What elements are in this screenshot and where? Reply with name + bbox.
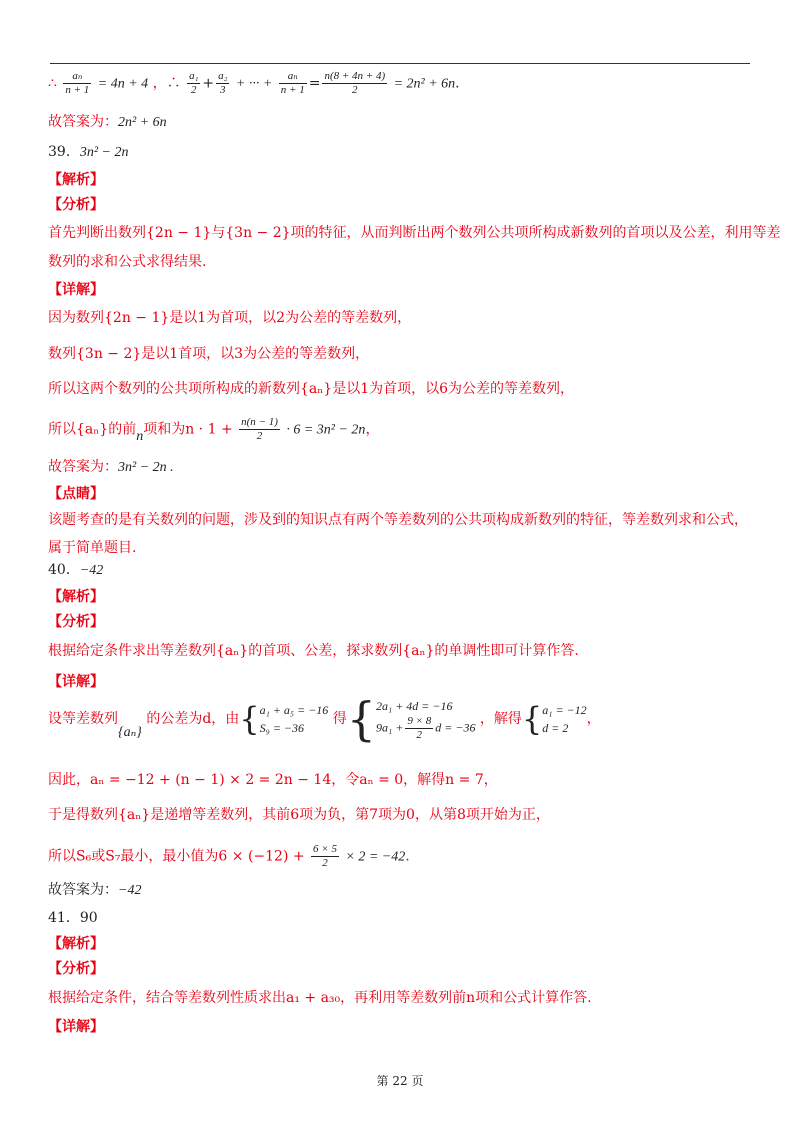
left-brace: {	[521, 700, 543, 738]
question-40: 40．−42	[48, 562, 104, 578]
section-xiangjie-40: 【详解】	[48, 674, 104, 690]
equation-system-1: a₁ + a₅ = −16 S₉ = −36	[259, 703, 329, 735]
therefore-symbol: ∴	[48, 75, 57, 92]
section-fenxi-39: 【分析】	[48, 197, 104, 213]
analysis-39-line2: 数列的求和公式求得结果.	[48, 254, 207, 270]
detail-40-line4: 所以S₆或S₇最小，最小值为6 × (−12) + $\frac{6 \times 5}{2}$ × 2 = −42.	[48, 843, 410, 869]
section-fenxi-41: 【分析】	[48, 961, 104, 977]
fraction: $\frac{n(8 + 4n + 4)}{2}$	[324, 70, 386, 96]
analysis-40-line1: 根据给定条件求出等差数列{aₙ}的首项、公差，探求数列{aₙ}的单调性即可计算作答.	[48, 643, 579, 659]
equation-system-2: 2a₁ + 4d = −16 9a₁ + $\frac{9 \times 8}{2}$ d = −36	[376, 698, 476, 741]
detail-39-line3: 所以这两个数列的公共项所构成的新数列{aₙ}是以1为首项，以6为公差的等差数列，	[48, 381, 575, 397]
fraction: $\frac{9 \times 8}{2}$	[407, 714, 432, 741]
left-brace: {	[346, 692, 377, 746]
detail-40-line2: 因此，aₙ = −12 + (n − 1) × 2 = 2n − 14，令aₙ = 0，解得n = 7，	[48, 772, 498, 788]
comment-39-line2: 属于简单题目.	[48, 540, 137, 556]
detail-39-line2: 数列{3n − 2}是以1首项，以3为公差的等差数列，	[48, 346, 370, 362]
answer-40: 故答案为：−42	[48, 882, 142, 898]
section-jiexi-41: 【解析】	[48, 936, 104, 952]
analysis-39-line1: 首先判断出数列{2n − 1}与{3n − 2}项的特征，从而判断出两个数列公共项所构成新数列的首项以及公差，利用等差	[48, 225, 781, 241]
question-39: 39．3n² − 2n	[48, 144, 129, 160]
detail-39-line1: 因为数列{2n − 1}是以1为首项，以2为公差的等差数列，	[48, 310, 412, 326]
section-xiangjie-41: 【详解】	[48, 1019, 104, 1035]
left-brace: {	[239, 700, 260, 738]
header-rule	[50, 63, 750, 64]
fraction: $\frac{\text{aₙ}}{n + 1}$	[280, 70, 305, 96]
page-number: 第 22 页	[376, 1074, 424, 1088]
detail-40-line3: 于是得数列{aₙ}是递增等差数列，其前6项为负，第7项为0，从第8项开始为正，	[48, 807, 550, 823]
fraction: $\frac{n(n - 1)}{2}$	[241, 416, 278, 442]
answer-39: 故答案为：3n² − 2n .	[48, 459, 174, 475]
answer-38: 故答案为：2n² + 6n	[48, 114, 167, 130]
detail-39-line4: 所以{aₙ}的前n项和为n · 1 + $\frac{n(n - 1)}{2}$ · 6 = 3n² − 2n，	[48, 416, 380, 444]
fraction: $\frac{6 \times 5}{2}$	[313, 843, 337, 869]
comment-39-line1: 该题考查的是有关数列的问题，涉及到的知识点有两个等差数列的公共项构成新数列的特征，等差数列求和公式，	[48, 512, 748, 528]
section-jiexi-40: 【解析】	[48, 589, 104, 605]
section-fenxi-40: 【分析】	[48, 614, 104, 630]
detail-40-line1: 设等差数列{aₙ} 的公差为d，由{ a₁ + a₅ = −16 S₉ = −36 得{ 2a₁ + 4d = −16 9a₁ + $\frac{9 \times 8}{2}$ d = −36 ，解得{ a₁ = −12 d = 2 ，	[48, 692, 601, 746]
analysis-41-line1: 根据给定条件，结合等差数列性质求出a₁ + a₃₀，再利用等差数列前n项和公式计算作答.	[48, 990, 592, 1006]
section-xiangjie-39: 【详解】	[48, 282, 104, 298]
fraction: $\frac{\text{aₙ}}{n + 1}$	[65, 70, 90, 96]
section-jiexi-39: 【解析】	[48, 172, 104, 188]
section-dianjing-39: 【点睛】	[48, 486, 104, 502]
question-41: 41．90	[48, 910, 98, 926]
eq-line-38: ∴ $\frac{\text{aₙ}}{n + 1}$ = 4n + 4 ，∴ $\frac{\text{a₁}}{2}$ + $\frac{\text{a₂}}{3}$ + ··· + $\frac{\text{aₙ}}{n + 1}$ = $\frac{n(8 + 4n + 4)}{2}$ = 2n² + 6n.	[48, 70, 460, 96]
equation-system-3: a₁ = −12 d = 2	[542, 703, 587, 735]
fraction: $\frac{\text{a₁}}{2}$	[189, 70, 199, 96]
fraction: $\frac{\text{a₂}}{3}$	[218, 70, 228, 96]
